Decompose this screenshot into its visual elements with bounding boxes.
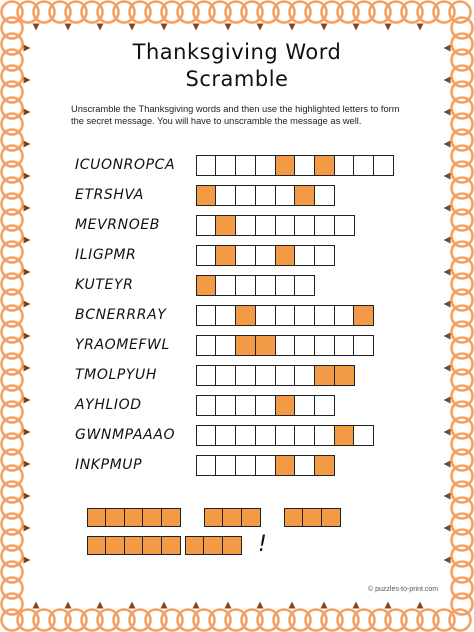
letter-box[interactable] bbox=[275, 365, 296, 386]
highlighted-letter-box[interactable] bbox=[334, 425, 355, 446]
letter-box[interactable] bbox=[255, 455, 276, 476]
border-triangle bbox=[193, 602, 200, 609]
letter-box[interactable] bbox=[235, 365, 256, 386]
highlighted-letter-box[interactable] bbox=[353, 305, 374, 326]
answer-box-row bbox=[197, 155, 394, 176]
answer-box-row bbox=[197, 425, 374, 446]
letter-box[interactable] bbox=[314, 395, 335, 416]
message-letter-box[interactable] bbox=[124, 536, 144, 555]
border-triangle bbox=[24, 557, 31, 564]
border-triangle bbox=[444, 173, 451, 180]
border-triangle bbox=[33, 602, 40, 609]
letter-box[interactable] bbox=[196, 335, 217, 356]
letter-box[interactable] bbox=[235, 425, 256, 446]
letter-box[interactable] bbox=[334, 335, 355, 356]
letter-box[interactable] bbox=[255, 275, 276, 296]
border-triangle bbox=[24, 237, 31, 244]
highlighted-letter-box[interactable] bbox=[314, 455, 335, 476]
border-triangle bbox=[33, 24, 40, 31]
message-letter-box[interactable] bbox=[161, 508, 181, 527]
border-triangle bbox=[24, 205, 31, 212]
title-line-2: Scramble bbox=[185, 67, 289, 91]
border-triangle bbox=[24, 301, 31, 308]
scrambled-word: ILIGPMR bbox=[75, 247, 137, 263]
title-line-1: Thanksgiving Word bbox=[132, 40, 342, 64]
border-triangle bbox=[353, 602, 360, 609]
letter-box[interactable] bbox=[196, 215, 217, 236]
letter-box[interactable] bbox=[294, 335, 315, 356]
exclamation-mark: ! bbox=[258, 532, 267, 557]
message-letter-box[interactable] bbox=[284, 508, 304, 527]
letter-box[interactable] bbox=[215, 305, 236, 326]
highlighted-letter-box[interactable] bbox=[294, 185, 315, 206]
scrambled-word: ETRSHVA bbox=[75, 187, 144, 203]
answer-box-row bbox=[197, 335, 374, 356]
letter-box[interactable] bbox=[235, 455, 256, 476]
border-triangle bbox=[321, 602, 328, 609]
border-triangle bbox=[24, 109, 31, 116]
border-triangle bbox=[257, 602, 264, 609]
border-triangle bbox=[417, 24, 424, 31]
message-letter-box[interactable] bbox=[241, 508, 261, 527]
border-triangle bbox=[444, 141, 451, 148]
border-triangle bbox=[444, 205, 451, 212]
letter-box[interactable] bbox=[196, 305, 217, 326]
message-word-group bbox=[285, 508, 341, 527]
border-triangle bbox=[161, 602, 168, 609]
message-word-group bbox=[88, 536, 181, 555]
message-letter-box[interactable] bbox=[105, 508, 125, 527]
letter-box[interactable] bbox=[294, 215, 315, 236]
letter-box[interactable] bbox=[353, 335, 374, 356]
letter-box[interactable] bbox=[314, 245, 335, 266]
scrambled-word: AYHLIOD bbox=[75, 397, 142, 413]
border-triangle bbox=[257, 24, 264, 31]
letter-box[interactable] bbox=[215, 455, 236, 476]
border-triangle bbox=[225, 602, 232, 609]
message-letter-box[interactable] bbox=[142, 536, 162, 555]
border-triangle bbox=[24, 525, 31, 532]
letter-box[interactable] bbox=[215, 395, 236, 416]
border-triangle bbox=[225, 24, 232, 31]
border-triangle bbox=[24, 397, 31, 404]
letter-box[interactable] bbox=[294, 455, 315, 476]
border-triangle bbox=[444, 493, 451, 500]
border-triangle bbox=[444, 429, 451, 436]
scrambled-word: ICUONROPCA bbox=[75, 157, 176, 173]
letter-box[interactable] bbox=[215, 425, 236, 446]
letter-box[interactable] bbox=[275, 275, 296, 296]
letter-box[interactable] bbox=[294, 245, 315, 266]
scrambled-word: TMOLPYUH bbox=[75, 367, 158, 383]
letter-box[interactable] bbox=[294, 275, 315, 296]
letter-box[interactable] bbox=[196, 155, 217, 176]
border-triangle bbox=[385, 24, 392, 31]
message-letter-box[interactable] bbox=[161, 536, 181, 555]
border-triangle bbox=[65, 24, 72, 31]
letter-box[interactable] bbox=[255, 245, 276, 266]
message-letter-box[interactable] bbox=[124, 508, 144, 527]
letter-box[interactable] bbox=[373, 155, 394, 176]
border-triangle bbox=[24, 141, 31, 148]
border-triangle bbox=[444, 109, 451, 116]
letter-box[interactable] bbox=[294, 305, 315, 326]
letter-box[interactable] bbox=[215, 155, 236, 176]
border-triangle bbox=[193, 24, 200, 31]
letter-box[interactable] bbox=[215, 275, 236, 296]
answer-box-row bbox=[197, 305, 374, 326]
border-triangle bbox=[97, 602, 104, 609]
border-triangle bbox=[97, 24, 104, 31]
highlighted-letter-box[interactable] bbox=[314, 155, 335, 176]
message-letter-box[interactable] bbox=[87, 536, 107, 555]
highlighted-letter-box[interactable] bbox=[275, 155, 296, 176]
highlighted-letter-box[interactable] bbox=[255, 335, 276, 356]
border-triangle bbox=[321, 24, 328, 31]
message-letter-box[interactable] bbox=[142, 508, 162, 527]
border-triangle bbox=[444, 461, 451, 468]
border-triangle bbox=[353, 24, 360, 31]
letter-box[interactable] bbox=[255, 395, 276, 416]
scrambled-word: GWNMPAAAO bbox=[75, 427, 176, 443]
message-letter-box[interactable] bbox=[185, 536, 205, 555]
letter-box[interactable] bbox=[353, 155, 374, 176]
border-triangle bbox=[385, 602, 392, 609]
letter-box[interactable] bbox=[353, 425, 374, 446]
highlighted-letter-box[interactable] bbox=[314, 365, 335, 386]
letter-box[interactable] bbox=[255, 365, 276, 386]
letter-box[interactable] bbox=[215, 185, 236, 206]
letter-box[interactable] bbox=[314, 425, 335, 446]
border-triangle bbox=[65, 602, 72, 609]
letter-box[interactable] bbox=[235, 155, 256, 176]
border-triangle bbox=[24, 493, 31, 500]
letter-box[interactable] bbox=[255, 215, 276, 236]
answer-box-row bbox=[197, 275, 315, 296]
scrambled-word: BCNERRRAY bbox=[75, 307, 167, 323]
message-word-group bbox=[205, 508, 261, 527]
letter-box[interactable] bbox=[275, 215, 296, 236]
letter-box[interactable] bbox=[314, 185, 335, 206]
highlighted-letter-box[interactable] bbox=[235, 335, 256, 356]
highlighted-letter-box[interactable] bbox=[196, 185, 217, 206]
message-word-group bbox=[186, 536, 242, 555]
message-letter-box[interactable] bbox=[204, 508, 224, 527]
border-triangle bbox=[289, 602, 296, 609]
border-triangle bbox=[444, 365, 451, 372]
letter-box[interactable] bbox=[255, 185, 276, 206]
letter-box[interactable] bbox=[235, 395, 256, 416]
answer-box-row bbox=[197, 185, 335, 206]
letter-box[interactable] bbox=[255, 425, 276, 446]
border-triangle bbox=[24, 333, 31, 340]
message-word-group bbox=[88, 508, 181, 527]
letter-box[interactable] bbox=[334, 215, 355, 236]
letter-box[interactable] bbox=[294, 395, 315, 416]
border-triangle bbox=[129, 602, 136, 609]
border-ring bbox=[452, 594, 473, 615]
letter-box[interactable] bbox=[235, 185, 256, 206]
message-letter-box[interactable] bbox=[302, 508, 322, 527]
letter-box[interactable] bbox=[275, 185, 296, 206]
border-ring bbox=[2, 594, 23, 615]
border-triangle bbox=[24, 429, 31, 436]
letter-box[interactable] bbox=[235, 275, 256, 296]
letter-box[interactable] bbox=[314, 305, 335, 326]
letter-box[interactable] bbox=[196, 455, 217, 476]
letter-box[interactable] bbox=[275, 305, 296, 326]
letter-box[interactable] bbox=[196, 425, 217, 446]
border-triangle bbox=[444, 333, 451, 340]
letter-box[interactable] bbox=[294, 425, 315, 446]
border-triangle bbox=[24, 461, 31, 468]
instructions-text: Unscramble the Thanksgiving words and then use the highlighted letters to form the secret message. You will have to unscramble the message as well. bbox=[71, 104, 400, 126]
letter-box[interactable] bbox=[196, 365, 217, 386]
border-triangle bbox=[444, 557, 451, 564]
highlighted-letter-box[interactable] bbox=[334, 365, 355, 386]
highlighted-letter-box[interactable] bbox=[275, 455, 296, 476]
letter-box[interactable] bbox=[215, 365, 236, 386]
message-letter-box[interactable] bbox=[203, 536, 223, 555]
letter-box[interactable] bbox=[275, 425, 296, 446]
highlighted-letter-box[interactable] bbox=[215, 215, 236, 236]
credit-text: © puzzles-to-print.com bbox=[368, 586, 439, 593]
border-triangle bbox=[444, 269, 451, 276]
letter-box[interactable] bbox=[294, 155, 315, 176]
letter-box[interactable] bbox=[235, 215, 256, 236]
letter-box[interactable] bbox=[334, 305, 355, 326]
message-letter-box[interactable] bbox=[105, 536, 125, 555]
border-triangle bbox=[129, 24, 136, 31]
answer-box-row bbox=[197, 455, 335, 476]
letter-box[interactable] bbox=[255, 155, 276, 176]
letter-box[interactable] bbox=[275, 335, 296, 356]
letter-box[interactable] bbox=[235, 245, 256, 266]
highlighted-letter-box[interactable] bbox=[275, 245, 296, 266]
border-triangle bbox=[444, 525, 451, 532]
border-triangle bbox=[417, 602, 424, 609]
border-triangle bbox=[24, 365, 31, 372]
highlighted-letter-box[interactable] bbox=[196, 275, 217, 296]
answer-box-row bbox=[197, 365, 355, 386]
border-triangle bbox=[444, 301, 451, 308]
highlighted-letter-box[interactable] bbox=[215, 245, 236, 266]
highlighted-letter-box[interactable] bbox=[275, 395, 296, 416]
letter-box[interactable] bbox=[196, 245, 217, 266]
message-letter-box[interactable] bbox=[222, 508, 242, 527]
letter-box[interactable] bbox=[255, 305, 276, 326]
letter-box[interactable] bbox=[314, 335, 335, 356]
scrambled-word: KUTEYR bbox=[75, 277, 134, 293]
border-triangle bbox=[24, 269, 31, 276]
answer-box-row bbox=[197, 215, 355, 236]
scrambled-word: YRAOMEFWL bbox=[75, 337, 170, 353]
letter-box[interactable] bbox=[215, 335, 236, 356]
message-letter-box[interactable] bbox=[321, 508, 341, 527]
border-triangle bbox=[289, 24, 296, 31]
highlighted-letter-box[interactable] bbox=[235, 305, 256, 326]
letter-box[interactable] bbox=[334, 155, 355, 176]
border-triangle bbox=[444, 237, 451, 244]
answer-box-row bbox=[197, 395, 335, 416]
border-triangle bbox=[161, 24, 168, 31]
letter-box[interactable] bbox=[314, 215, 335, 236]
answer-box-row bbox=[197, 245, 335, 266]
border-triangle bbox=[24, 173, 31, 180]
letter-box[interactable] bbox=[294, 365, 315, 386]
letter-box[interactable] bbox=[196, 395, 217, 416]
scrambled-word: MEVRNOEB bbox=[75, 217, 160, 233]
scrambled-word: INKPMUP bbox=[75, 457, 143, 473]
border-triangle bbox=[444, 397, 451, 404]
message-letter-box[interactable] bbox=[222, 536, 242, 555]
message-letter-box[interactable] bbox=[87, 508, 107, 527]
